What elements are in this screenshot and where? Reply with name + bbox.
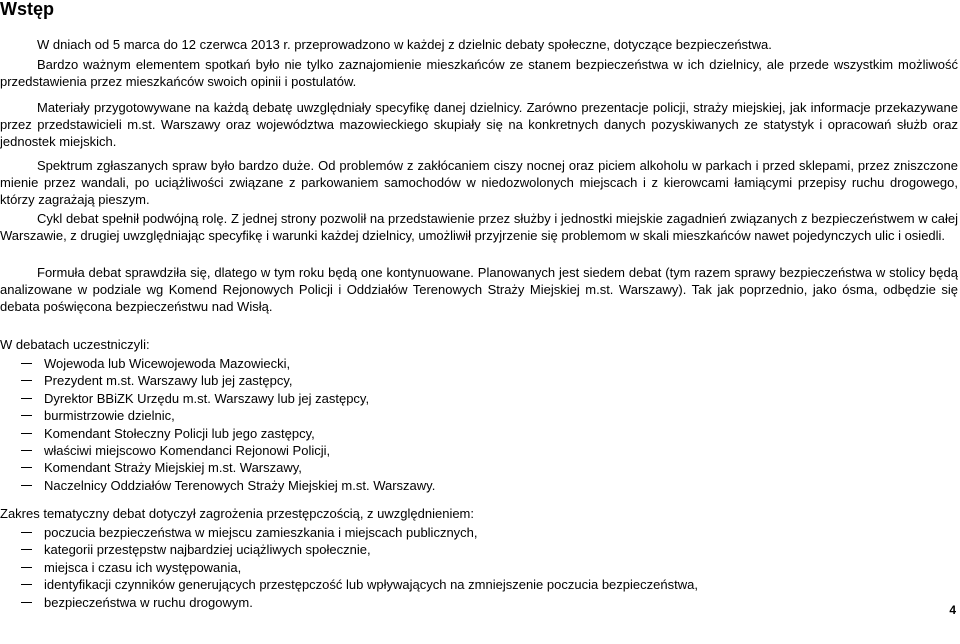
list-item: Komendant Stołeczny Policji lub jego zastępcy, (0, 425, 435, 442)
participants-lead: W debatach uczestniczyli: (0, 337, 150, 352)
dash-bullet-icon (21, 433, 32, 434)
dash-bullet-icon (21, 363, 32, 364)
participants-list (0, 355, 435, 494)
list-item: identyfikacji czynników generujących przestępczość lub wpływających na zmniejszenie poczucia bezpieczeństwa, (0, 576, 698, 593)
paragraph-intro: W dniach od 5 marca do 12 czerwca 2013 r. przeprowadzono w każdej z dzielnic debaty społeczne, dotyczące bezpieczeństwa. (37, 37, 772, 52)
paragraph-role: Cykl debat spełnił podwójną rolę. Z jednej strony pozwolił na przedstawienie przez służby i jednostki miejskie zagadnień związanych z bezpieczeństwem w całej Warszawie, z drugiej uwzględniając specyfikę i warunki każdej dzielnicy, umożliwił przyjrzenie się problemom w skali mieszkańców nawet pojedynczych ulic i osiedli. (0, 211, 958, 243)
dash-bullet-icon (21, 602, 32, 603)
dash-bullet-icon (21, 532, 32, 533)
list-item: miejsca i czasu ich występowania, (0, 559, 698, 576)
dash-bullet-icon (21, 450, 32, 451)
topics-lead: Zakres tematyczny debat dotyczył zagrożenia przestępczością, z uwzględnieniem: (0, 506, 474, 521)
list-item: Dyrektor BBiZK Urzędu m.st. Warszawy lub jej zastępcy, (0, 390, 435, 407)
dash-bullet-icon (21, 549, 32, 550)
paragraph-formula: Formuła debat sprawdziła się, dlatego w tym roku będą one kontynuowane. Planowanych jest siedem debat (tym razem sprawy bezpieczeństwa w stolicy będą analizowane w podziale wg Komend Rejonowych Policji i Oddziałów Terenowych Straży Miejskiej m.st. Warszawy). Tak jak poprzednio, jako ósma, odbędzie się debata poświęcona bezpieczeństwu nad Wisłą. (0, 265, 958, 314)
list-item: Prezydent m.st. Warszawy lub jej zastępcy, (0, 372, 435, 389)
paragraph-importance: Bardzo ważnym elementem spotkań było nie tylko zaznajomienie mieszkańców ze stanem bezpieczeństwa w ich dzielnicy, ale przede wszystkim możliwość przedstawienia przez mieszkańców swoich opinii i postulatów. (0, 57, 958, 89)
list-item: poczucia bezpieczeństwa w miejscu zamieszkania i miejscach publicznych, (0, 524, 698, 541)
list-item: Wojewoda lub Wicewojewoda Mazowiecki, (0, 355, 435, 372)
paragraph-spectrum: Spektrum zgłaszanych spraw było bardzo duże. Od problemów z zakłócaniem ciszy nocnej oraz piciem alkoholu w parkach i przed sklepami, przez zniszczone mienie przez wandali, po uciążliwości związane z parkowaniem samochodów w niedozwolonych miejscach i z kierowcami łamiącymi przepisy ruchu drogowego, którzy zagrażają pieszym. (0, 158, 958, 207)
dash-bullet-icon (21, 467, 32, 468)
dash-bullet-icon (21, 567, 32, 568)
dash-bullet-icon (21, 380, 32, 381)
list-item: właściwi miejscowo Komendanci Rejonowi Policji, (0, 442, 435, 459)
dash-bullet-icon (21, 398, 32, 399)
list-item: bezpieczeństwa w ruchu drogowym. (0, 594, 698, 611)
dash-bullet-icon (21, 485, 32, 486)
topics-list (0, 524, 698, 611)
list-item: Naczelnicy Oddziałów Terenowych Straży Miejskiej m.st. Warszawy. (0, 477, 435, 494)
dash-bullet-icon (21, 584, 32, 585)
dash-bullet-icon (21, 415, 32, 416)
list-item: kategorii przestępstw najbardziej uciążliwych społecznie, (0, 541, 698, 558)
paragraph-materials: Materiały przygotowywane na każdą debatę uwzględniały specyfikę danej dzielnicy. Zarówno prezentacje policji, straży miejskiej, jak informacje przekazywane przez przedstawicieli m.st. Warszawy oraz województwa mazowieckiego skupiały się na konkretnych danych pozyskiwanych ze statystyk i opracowań służb oraz jednostek miejskich. (0, 100, 958, 149)
page-title: Wstęp (0, 0, 54, 19)
page-number: 4 (949, 603, 956, 617)
list-item: Komendant Straży Miejskiej m.st. Warszawy, (0, 459, 435, 476)
list-item: burmistrzowie dzielnic, (0, 407, 435, 424)
